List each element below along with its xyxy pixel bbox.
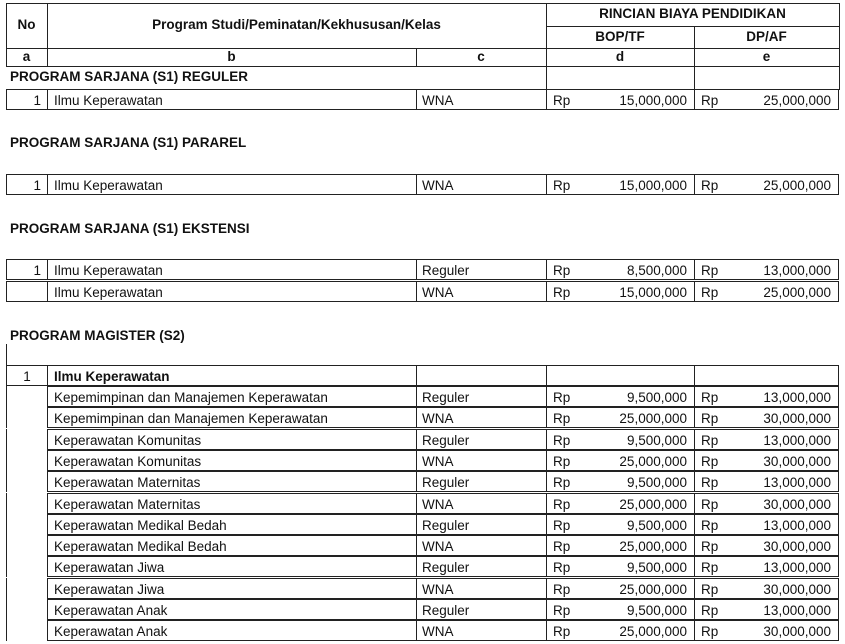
dp-value: 30,000,000 xyxy=(763,453,831,469)
currency-label: Rp xyxy=(701,411,719,427)
dp-value: 30,000,000 xyxy=(763,581,831,597)
cell-bop xyxy=(546,90,694,109)
header-letter-d: d xyxy=(615,49,625,64)
currency-label: Rp xyxy=(701,285,719,300)
rule xyxy=(546,26,840,27)
bop-value: 9,500,000 xyxy=(626,390,687,405)
table-row xyxy=(6,174,839,195)
currency-label: Rp xyxy=(701,432,719,448)
currency-label: Rp xyxy=(701,603,719,618)
currency-label: Rp xyxy=(553,496,571,512)
header-letter-e: e xyxy=(762,49,771,64)
class-label: WNA xyxy=(422,93,454,108)
section-title-s1-reguler: PROGRAM SARJANA (S1) REGULER xyxy=(10,69,249,84)
cell-dp xyxy=(694,387,839,406)
cell-program xyxy=(47,557,416,576)
currency-label: Rp xyxy=(701,560,719,576)
bop-value: 25,000,000 xyxy=(619,624,687,640)
header-letter-c: c xyxy=(477,49,485,64)
program-name: Keperawatan Jiwa xyxy=(54,560,165,576)
program-name: Keperawatan Komunitas xyxy=(54,453,202,469)
rule xyxy=(6,3,840,4)
header-no: No xyxy=(17,17,36,32)
cell-dp xyxy=(694,408,839,427)
header-letter-a: a xyxy=(22,49,31,64)
table-row xyxy=(6,407,839,428)
program-name: Kepemimpinan dan Manajemen Keperawatan xyxy=(54,390,328,405)
row-number: 1 xyxy=(33,93,41,108)
cell-program xyxy=(47,366,416,385)
class-label: WNA xyxy=(422,453,454,469)
table-row xyxy=(6,450,839,471)
cell-dp xyxy=(694,366,839,385)
cell-bop xyxy=(546,557,694,576)
table-row xyxy=(6,620,839,641)
rule xyxy=(6,344,7,366)
cell-kelas xyxy=(416,408,546,427)
row-number: 1 xyxy=(23,369,31,384)
program-name: Keperawatan Anak xyxy=(54,603,168,618)
currency-label: Rp xyxy=(701,496,719,512)
cell-kelas xyxy=(416,557,546,576)
bop-value: 8,500,000 xyxy=(626,263,687,278)
cell-kelas xyxy=(416,282,546,301)
cell-bop xyxy=(546,408,694,427)
cell-bop xyxy=(546,621,694,640)
cell-kelas xyxy=(416,494,546,513)
cell-program xyxy=(47,408,416,427)
cell-dp xyxy=(694,451,839,470)
table-row xyxy=(6,493,839,514)
cell-bop xyxy=(546,515,694,534)
program-name: Keperawatan Maternitas xyxy=(54,475,201,491)
cell-kelas xyxy=(416,621,546,640)
cell-program xyxy=(47,536,416,555)
cell-bop xyxy=(546,387,694,406)
class-label: Reguler xyxy=(422,517,470,533)
cell-kelas xyxy=(416,175,546,194)
bop-value: 9,500,000 xyxy=(626,432,687,448)
class-label: Reguler xyxy=(422,263,470,278)
class-label: WNA xyxy=(422,539,454,555)
cell-program xyxy=(47,621,416,640)
dp-value: 13,000,000 xyxy=(763,560,831,576)
cell-no xyxy=(6,366,47,385)
cell-dp xyxy=(694,260,839,279)
program-name: Keperawatan Anak xyxy=(54,624,168,640)
table-row xyxy=(6,578,839,599)
currency-label: Rp xyxy=(701,453,719,469)
currency-label: Rp xyxy=(701,390,719,405)
cell-bop xyxy=(546,366,694,385)
cell-bop xyxy=(546,282,694,301)
dp-value: 13,000,000 xyxy=(763,263,831,278)
cell-program xyxy=(47,260,416,279)
cell-dp xyxy=(694,579,839,598)
cell-dp xyxy=(694,494,839,513)
row-number: 1 xyxy=(33,178,41,193)
cell-bop xyxy=(546,430,694,449)
bop-value: 25,000,000 xyxy=(619,453,687,469)
bop-value: 25,000,000 xyxy=(619,496,687,512)
program-name: Keperawatan Maternitas xyxy=(54,496,201,512)
cell-no xyxy=(6,175,47,194)
currency-label: Rp xyxy=(553,453,571,469)
cell-dp xyxy=(694,430,839,449)
program-name: Kepemimpinan dan Manajemen Keperawatan xyxy=(54,411,328,427)
cell-kelas xyxy=(416,536,546,555)
class-label: WNA xyxy=(422,496,454,512)
cell-no xyxy=(6,90,47,109)
dp-value: 30,000,000 xyxy=(763,411,831,427)
cell-program xyxy=(47,494,416,513)
rule xyxy=(546,66,547,90)
cell-bop xyxy=(546,472,694,491)
bop-value: 9,500,000 xyxy=(626,475,687,491)
class-label: Reguler xyxy=(422,603,470,618)
class-label: WNA xyxy=(422,411,454,427)
cell-kelas xyxy=(416,579,546,598)
cell-kelas xyxy=(416,387,546,406)
group-number-column xyxy=(7,386,47,642)
bop-value: 15,000,000 xyxy=(619,178,687,193)
section-title-s1-ekstensi: PROGRAM SARJANA (S1) EKSTENSI xyxy=(10,221,250,236)
cell-program xyxy=(47,430,416,449)
header-program: Program Studi/Peminatan/Kekhususan/Kelas xyxy=(152,17,441,32)
dp-value: 30,000,000 xyxy=(763,496,831,512)
bop-value: 9,500,000 xyxy=(626,560,687,576)
dp-value: 25,000,000 xyxy=(763,178,831,193)
currency-label: Rp xyxy=(553,539,571,555)
cell-program xyxy=(47,600,416,619)
bop-value: 15,000,000 xyxy=(619,285,687,300)
cell-bop xyxy=(546,579,694,598)
bop-value: 25,000,000 xyxy=(619,539,687,555)
section-title-s1-pararel: PROGRAM SARJANA (S1) PARAREL xyxy=(10,135,247,150)
cell-dp xyxy=(694,557,839,576)
cell-program xyxy=(47,282,416,301)
cell-no xyxy=(6,282,47,301)
dp-value: 13,000,000 xyxy=(763,390,831,405)
bop-value: 9,500,000 xyxy=(626,517,687,533)
cell-kelas xyxy=(416,600,546,619)
cell-program xyxy=(47,90,416,109)
dp-value: 25,000,000 xyxy=(763,93,831,108)
header-dp: DP/AF xyxy=(746,29,787,44)
dp-value: 13,000,000 xyxy=(763,432,831,448)
section-title-s2: PROGRAM MAGISTER (S2) xyxy=(10,328,185,343)
dp-value: 13,000,000 xyxy=(763,475,831,491)
cell-kelas xyxy=(416,260,546,279)
dp-value: 30,000,000 xyxy=(763,624,831,640)
cell-dp xyxy=(694,515,839,534)
table-row xyxy=(6,471,839,492)
cell-program xyxy=(47,387,416,406)
program-name: Ilmu Keperawatan xyxy=(54,263,163,278)
table-row xyxy=(6,429,839,450)
class-label: WNA xyxy=(422,581,454,597)
cell-dp xyxy=(694,175,839,194)
header-rincian: RINCIAN BIAYA PENDIDIKAN xyxy=(599,6,786,21)
currency-label: Rp xyxy=(553,285,571,300)
dp-value: 25,000,000 xyxy=(763,285,831,300)
row-number: 1 xyxy=(33,263,41,278)
bop-value: 25,000,000 xyxy=(619,411,687,427)
currency-label: Rp xyxy=(701,624,719,640)
program-name: Keperawatan Medikal Bedah xyxy=(54,539,227,555)
bop-value: 25,000,000 xyxy=(619,581,687,597)
cell-bop xyxy=(546,494,694,513)
table-row xyxy=(6,535,839,556)
class-label: Reguler xyxy=(422,475,470,491)
class-label: WNA xyxy=(422,178,454,193)
program-name: Ilmu Keperawatan xyxy=(54,285,163,300)
program-name: Ilmu Keperawatan xyxy=(54,369,170,384)
rule xyxy=(694,66,695,90)
header-bop: BOP/TF xyxy=(595,29,645,44)
bop-value: 15,000,000 xyxy=(619,93,687,108)
currency-label: Rp xyxy=(553,475,571,491)
currency-label: Rp xyxy=(701,475,719,491)
currency-label: Rp xyxy=(553,560,571,576)
cell-program xyxy=(47,515,416,534)
currency-label: Rp xyxy=(553,581,571,597)
cell-kelas xyxy=(416,472,546,491)
rule xyxy=(839,3,840,66)
class-label: Reguler xyxy=(422,560,470,576)
cell-kelas xyxy=(416,90,546,109)
table-row xyxy=(6,556,839,577)
currency-label: Rp xyxy=(701,93,719,108)
cell-dp xyxy=(694,621,839,640)
currency-label: Rp xyxy=(701,178,719,193)
cell-program xyxy=(47,472,416,491)
rule xyxy=(839,66,840,90)
dp-value: 13,000,000 xyxy=(763,603,831,618)
bop-value: 9,500,000 xyxy=(626,603,687,618)
class-label: Reguler xyxy=(422,432,470,448)
table-row xyxy=(6,599,839,620)
cell-kelas xyxy=(416,430,546,449)
cell-bop xyxy=(546,536,694,555)
table-row xyxy=(6,386,839,407)
cell-dp xyxy=(694,536,839,555)
class-label: WNA xyxy=(422,285,454,300)
table-row xyxy=(6,259,839,280)
currency-label: Rp xyxy=(701,539,719,555)
currency-label: Rp xyxy=(553,603,571,618)
header-letter-b: b xyxy=(227,49,236,64)
table-row xyxy=(6,365,839,386)
cell-bop xyxy=(546,260,694,279)
program-name: Ilmu Keperawatan xyxy=(54,178,163,193)
cell-dp xyxy=(694,472,839,491)
cell-dp xyxy=(694,282,839,301)
cell-bop xyxy=(546,600,694,619)
table-row xyxy=(6,514,839,535)
currency-label: Rp xyxy=(701,581,719,597)
program-name: Ilmu Keperawatan xyxy=(54,93,163,108)
table-row xyxy=(6,89,839,110)
cell-bop xyxy=(546,175,694,194)
class-label: WNA xyxy=(422,624,454,640)
cell-program xyxy=(47,175,416,194)
table-row xyxy=(6,281,839,302)
currency-label: Rp xyxy=(553,390,571,405)
currency-label: Rp xyxy=(553,517,571,533)
dp-value: 30,000,000 xyxy=(763,539,831,555)
cell-kelas xyxy=(416,451,546,470)
cell-kelas xyxy=(416,515,546,534)
currency-label: Rp xyxy=(701,263,719,278)
dp-value: 13,000,000 xyxy=(763,517,831,533)
currency-label: Rp xyxy=(553,411,571,427)
cell-program xyxy=(47,579,416,598)
currency-label: Rp xyxy=(553,263,571,278)
program-name: Keperawatan Jiwa xyxy=(54,581,165,597)
currency-label: Rp xyxy=(553,432,571,448)
cell-dp xyxy=(694,90,839,109)
cell-bop xyxy=(546,451,694,470)
currency-label: Rp xyxy=(701,517,719,533)
cell-program xyxy=(47,451,416,470)
currency-label: Rp xyxy=(553,178,571,193)
cell-kelas xyxy=(416,366,546,385)
class-label: Reguler xyxy=(422,390,470,405)
currency-label: Rp xyxy=(553,624,571,640)
program-name: Keperawatan Komunitas xyxy=(54,432,202,448)
currency-label: Rp xyxy=(553,93,571,108)
cell-no xyxy=(6,260,47,279)
program-name: Keperawatan Medikal Bedah xyxy=(54,517,227,533)
cell-dp xyxy=(694,600,839,619)
